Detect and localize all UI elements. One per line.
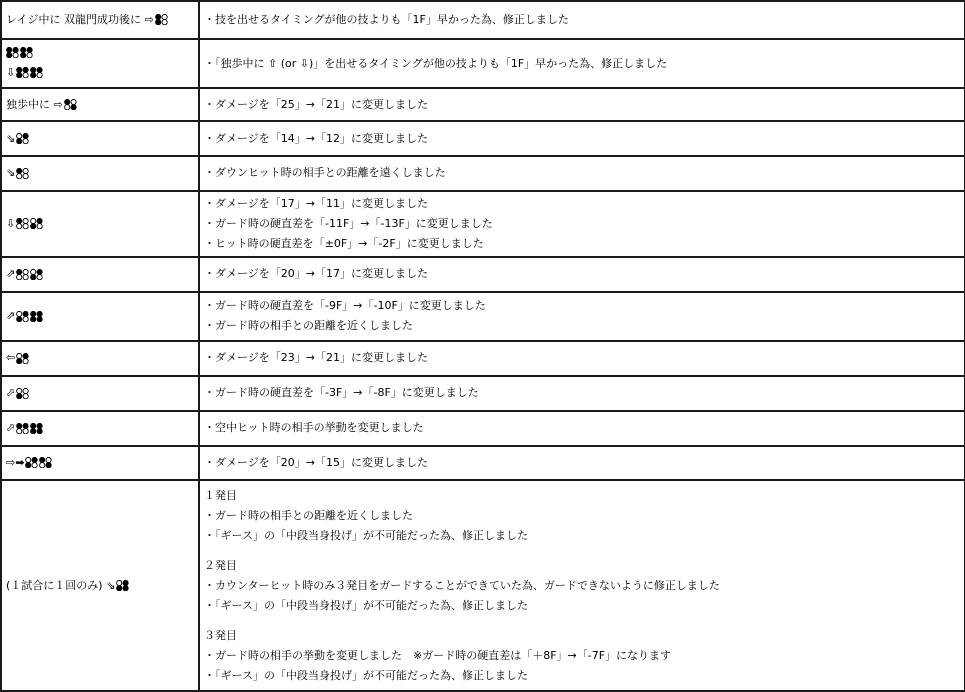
pressed-button-dot [17, 316, 22, 321]
change-description-cell [199, 121, 965, 156]
unpressed-button-dot [26, 458, 31, 463]
change-note: ・ガード時の相手との距離を近くしました [204, 508, 413, 522]
spacer [204, 546, 960, 556]
pressed-button-dot [123, 586, 128, 591]
change-note: ・カウンターヒット時のみ３発目をガードすることができていた為、ガードできないように修正しました [204, 578, 720, 592]
table-row [1, 411, 965, 446]
pressed-button-dot [37, 316, 42, 321]
pressed-button-dot [71, 105, 76, 110]
pressed-button-dot [123, 581, 128, 586]
command-text: 独歩中に ⇨ [6, 97, 63, 111]
unpressed-button-dot [23, 224, 28, 229]
change-description-cell [199, 156, 965, 191]
pressed-button-dot [27, 47, 32, 52]
command-input [6, 348, 29, 368]
table-row [1, 257, 965, 292]
move-command-cell [1, 121, 199, 156]
pressed-button-dot [31, 73, 36, 78]
button-cluster-icon [16, 353, 29, 364]
pressed-button-dot [17, 168, 22, 173]
pressed-button-dot [21, 47, 26, 52]
move-command-cell [1, 1, 199, 39]
button-cluster-icon [16, 218, 29, 229]
unpressed-button-dot [162, 20, 167, 25]
pressed-button-dot [31, 428, 36, 433]
button-cluster-icon [30, 423, 43, 434]
button-cluster-icon [16, 388, 29, 399]
pressed-button-dot [31, 274, 36, 279]
move-command-cell [1, 480, 199, 691]
button-cluster-icon [16, 311, 29, 322]
unpressed-button-dot [17, 133, 22, 138]
table-row [1, 292, 965, 341]
button-cluster-icon [30, 218, 43, 229]
unpressed-button-dot [162, 15, 167, 20]
pressed-button-dot [37, 428, 42, 433]
button-cluster-icon [64, 99, 77, 110]
unpressed-button-dot [23, 269, 28, 274]
change-note: ・ガード時の硬直差を「-3F」→「-8F」に変更しました [204, 386, 479, 400]
change-note: ・「ギース」の「中段当身投げ」が不可能だった為、修正しました [204, 598, 528, 612]
unpressed-button-dot [71, 100, 76, 105]
unpressed-button-dot [37, 274, 42, 279]
unpressed-button-dot [23, 388, 28, 393]
unpressed-button-dot [32, 463, 37, 468]
hit-section-title: ２発目 [204, 558, 237, 572]
unpressed-button-dot [17, 274, 22, 279]
move-command-cell [1, 191, 199, 257]
button-cluster-icon [39, 457, 52, 468]
change-description-cell [199, 39, 965, 88]
command-text: ⇨➡ [6, 455, 25, 469]
unpressed-button-dot [13, 52, 18, 57]
change-note: ・空中ヒット時の相手の挙動を変更しました [204, 421, 424, 435]
change-description-cell [199, 257, 965, 292]
command-text: ⇦ [6, 351, 16, 365]
command-text: ⇗ [6, 267, 16, 281]
pressed-button-dot [17, 219, 22, 224]
change-description-cell [199, 88, 965, 121]
move-command-cell [1, 88, 199, 121]
change-description-cell [199, 1, 965, 39]
command-text: ⬀ [6, 386, 16, 400]
move-command-cell [1, 257, 199, 292]
pressed-button-dot [31, 224, 36, 229]
pressed-button-dot [37, 68, 42, 73]
pressed-button-dot [31, 311, 36, 316]
button-cluster-icon [16, 133, 29, 144]
hit-section-title: １発目 [204, 488, 237, 502]
command-text: レイジ中に 双龍門成功後に ⇨ [6, 12, 154, 26]
command-text: ⇘ [6, 131, 16, 145]
table-row [1, 156, 965, 191]
unpressed-button-dot [46, 458, 51, 463]
change-note: ・ダメージを「20」→「15」に変更しました [204, 455, 428, 469]
pressed-button-dot [17, 358, 22, 363]
unpressed-button-dot [23, 393, 28, 398]
button-cluster-icon [30, 311, 43, 322]
move-command-cell [1, 411, 199, 446]
change-note: ・ダメージを「14」→「12」に変更しました [204, 131, 428, 145]
change-note: ・ガード時の硬直差を「-11F」→「-13F」に変更しました [204, 216, 493, 230]
unpressed-button-dot [37, 224, 42, 229]
pressed-button-dot [23, 423, 28, 428]
change-note: ・技を出せるタイミングが他の技よりも「1F」早かった為、修正しました [204, 12, 569, 26]
table-row [1, 446, 965, 481]
command-input [6, 418, 43, 438]
change-note: ・ガード時の相手との距離を近くしました [204, 319, 413, 333]
unpressed-button-dot [31, 219, 36, 224]
unpressed-button-dot [23, 219, 28, 224]
pressed-button-dot [31, 423, 36, 428]
command-input [6, 453, 52, 473]
pressed-button-dot [64, 100, 69, 105]
change-description-cell [199, 411, 965, 446]
change-note: ・ダウンヒット時の相手との距離を遠くしました [204, 166, 446, 180]
pressed-button-dot [23, 353, 28, 358]
command-text: ⬀ [6, 421, 16, 435]
unpressed-button-dot [17, 174, 22, 179]
unpressed-button-dot [23, 174, 28, 179]
command-input [6, 214, 43, 234]
pressed-button-dot [37, 311, 42, 316]
command-input [6, 64, 43, 82]
button-cluster-icon [30, 269, 43, 280]
button-cluster-icon [25, 457, 38, 468]
pressed-button-dot [37, 269, 42, 274]
command-input [6, 95, 77, 115]
change-note: ・ダメージを「25」→「21」に変更しました [204, 97, 428, 111]
spacer [204, 616, 960, 626]
unpressed-button-dot [17, 388, 22, 393]
unpressed-button-dot [23, 274, 28, 279]
button-cluster-icon [30, 67, 43, 78]
unpressed-button-dot [23, 73, 28, 78]
command-input [6, 576, 129, 596]
change-note: ・ダメージを「20」→「17」に変更しました [204, 267, 428, 281]
command-input [6, 129, 29, 149]
command-input [6, 264, 43, 284]
change-description-cell [199, 191, 965, 257]
unpressed-button-dot [23, 316, 28, 321]
pressed-button-dot [7, 52, 12, 57]
button-cluster-icon [6, 47, 19, 58]
button-cluster-icon [16, 269, 29, 280]
change-note: ・ガード時の硬直差を「-9F」→「-10F」に変更しました [204, 299, 486, 313]
button-cluster-icon [16, 423, 29, 434]
unpressed-button-dot [17, 311, 22, 316]
pressed-button-dot [26, 463, 31, 468]
pressed-button-dot [23, 133, 28, 138]
pressed-button-dot [31, 316, 36, 321]
move-command-cell [1, 376, 199, 411]
change-note: ・ダメージを「23」→「21」に変更しました [204, 351, 428, 365]
change-note: ・「ギース」の「中段当身投げ」が不可能だった為、修正しました [204, 668, 528, 682]
change-description-cell [199, 341, 965, 376]
table-row [1, 480, 965, 691]
command-input [6, 47, 33, 58]
pressed-button-dot [13, 47, 18, 52]
command-input [6, 10, 168, 30]
unpressed-button-dot [23, 428, 28, 433]
move-command-cell [1, 292, 199, 341]
command-input [6, 163, 29, 183]
pressed-button-dot [155, 20, 160, 25]
pressed-button-dot [17, 68, 22, 73]
button-cluster-icon [20, 47, 33, 58]
command-text: (１試合に１回のみ) ⇘ [6, 578, 116, 592]
command-text: ⇩ [6, 65, 16, 79]
change-description-cell [199, 292, 965, 341]
change-note: ・ガード時の相手の挙動を変更しました ※ガード時の硬直差は「＋8F」→「-7F」になります [204, 648, 672, 662]
move-command-cell [1, 446, 199, 481]
table-row [1, 88, 965, 121]
unpressed-button-dot [40, 463, 45, 468]
table-row [1, 376, 965, 411]
pressed-button-dot [37, 423, 42, 428]
command-text: ⇩ [6, 216, 16, 230]
change-note: ・ダメージを「17」→「11」に変更しました [204, 196, 428, 210]
pressed-button-dot [31, 68, 36, 73]
pressed-button-dot [37, 219, 42, 224]
unpressed-button-dot [31, 269, 36, 274]
command-text: ⇗ [6, 309, 16, 323]
pressed-button-dot [17, 393, 22, 398]
unpressed-button-dot [37, 73, 42, 78]
move-command-cell [1, 39, 199, 88]
pressed-button-dot [17, 269, 22, 274]
change-note: ・ヒット時の硬直差を「±0F」→「-2F」に変更しました [204, 236, 484, 250]
pressed-button-dot [23, 68, 28, 73]
pressed-button-dot [32, 458, 37, 463]
unpressed-button-dot [117, 581, 122, 586]
pressed-button-dot [21, 52, 26, 57]
table-row [1, 121, 965, 156]
command-input [6, 383, 29, 403]
pressed-button-dot [17, 73, 22, 78]
button-cluster-icon [16, 67, 29, 78]
pressed-button-dot [17, 423, 22, 428]
pressed-button-dot [117, 586, 122, 591]
change-description-cell [199, 446, 965, 481]
hit-section-title: ３発目 [204, 628, 237, 642]
table-row [1, 39, 965, 88]
change-description-cell [199, 376, 965, 411]
unpressed-button-dot [23, 358, 28, 363]
command-input [6, 306, 43, 326]
pressed-button-dot [40, 458, 45, 463]
table-row [1, 1, 965, 39]
pressed-button-dot [155, 15, 160, 20]
change-note: ・「独歩中に ⇧ (or ⇩)」を出せるタイミングが他の技よりも「1F」早かった為、修正しました [204, 56, 668, 70]
unpressed-button-dot [17, 224, 22, 229]
pressed-button-dot [23, 311, 28, 316]
change-note: ・「ギース」の「中段当身投げ」が不可能だった為、修正しました [204, 528, 528, 542]
move-command-cell [1, 156, 199, 191]
button-cluster-icon [116, 580, 129, 591]
button-cluster-icon [16, 168, 29, 179]
unpressed-button-dot [27, 52, 32, 57]
unpressed-button-dot [23, 168, 28, 173]
pressed-button-dot [7, 47, 12, 52]
table-row [1, 341, 965, 376]
unpressed-button-dot [17, 428, 22, 433]
button-cluster-icon [155, 14, 168, 25]
move-command-cell [1, 341, 199, 376]
table-row [1, 191, 965, 257]
command-text: ⇘ [6, 166, 16, 180]
change-description-cell [199, 480, 965, 691]
unpressed-button-dot [64, 105, 69, 110]
pressed-button-dot [17, 139, 22, 144]
unpressed-button-dot [17, 353, 22, 358]
unpressed-button-dot [23, 139, 28, 144]
pressed-button-dot [46, 463, 51, 468]
